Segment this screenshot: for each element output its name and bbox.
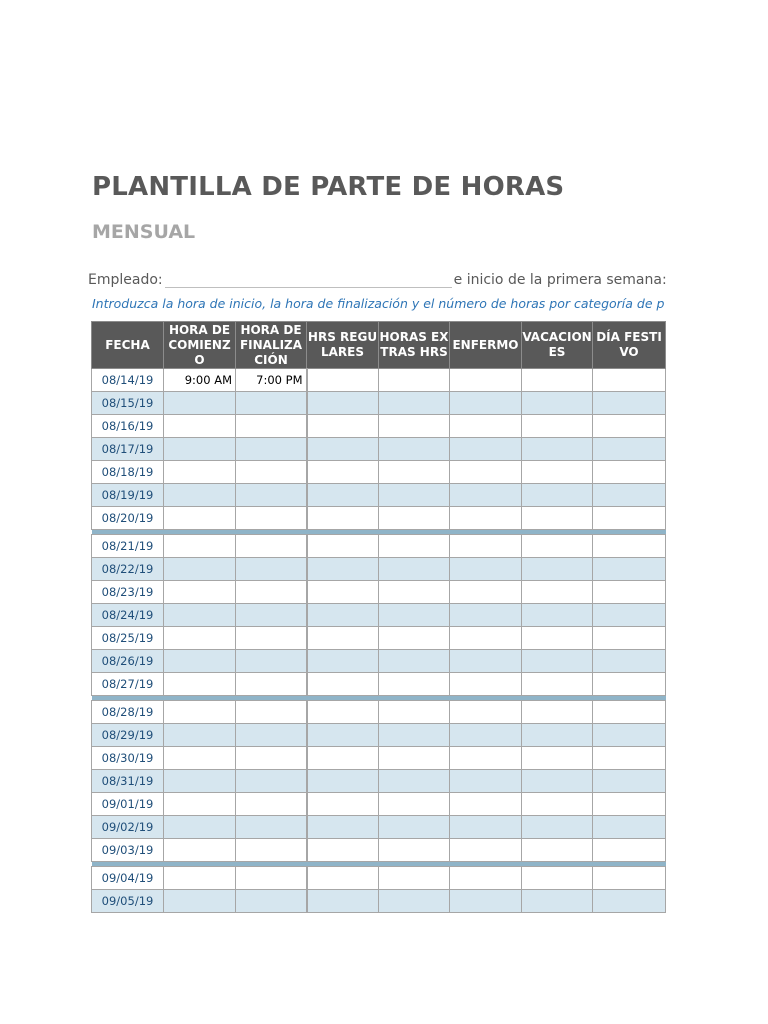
holiday-cell[interactable]: [593, 581, 666, 604]
vacation-cell[interactable]: [522, 867, 593, 890]
table-row: [92, 816, 666, 839]
sick-cell[interactable]: [450, 392, 522, 415]
table-row: [92, 627, 666, 650]
vacation-cell[interactable]: [522, 650, 593, 673]
end-time-cell[interactable]: [236, 673, 307, 696]
header-fecha: FECHA: [92, 322, 164, 369]
fecha-cell: 08/23/19: [92, 581, 164, 604]
end-time-cell[interactable]: [236, 535, 307, 558]
holiday-cell[interactable]: [593, 392, 666, 415]
end-time-cell[interactable]: [236, 816, 307, 839]
table-row: [92, 535, 666, 558]
fecha-cell: 08/22/19: [92, 558, 164, 581]
start-time-cell[interactable]: [164, 627, 236, 650]
holiday-cell[interactable]: [593, 415, 666, 438]
vacation-cell[interactable]: [522, 724, 593, 747]
end-time-cell[interactable]: [236, 839, 307, 862]
start-time-cell[interactable]: [164, 650, 236, 673]
start-time-cell[interactable]: [164, 484, 236, 507]
end-time-cell[interactable]: [236, 392, 307, 415]
regular-hours-cell[interactable]: [307, 581, 379, 604]
fecha-cell: 08/26/19: [92, 650, 164, 673]
regular-hours-cell[interactable]: [307, 793, 379, 816]
fecha-cell: 08/16/19: [92, 415, 164, 438]
sick-cell[interactable]: [450, 438, 522, 461]
table-row: [92, 581, 666, 604]
start-time-cell[interactable]: [164, 867, 236, 890]
start-time-cell[interactable]: [164, 724, 236, 747]
vacation-cell[interactable]: [522, 793, 593, 816]
sick-cell[interactable]: [450, 867, 522, 890]
start-time-cell[interactable]: [164, 890, 236, 913]
regular-hours-cell[interactable]: [307, 701, 379, 724]
vacation-cell[interactable]: [522, 816, 593, 839]
header-hora-comienzo: HORA DE COMIENZO: [164, 322, 236, 369]
sick-cell[interactable]: [450, 839, 522, 862]
overtime-cell[interactable]: [379, 438, 450, 461]
fecha-cell: 09/04/19: [92, 867, 164, 890]
vacation-cell[interactable]: [522, 415, 593, 438]
regular-hours-cell[interactable]: [307, 369, 379, 392]
header-hrs-regulares: HRS REGULARES: [307, 322, 379, 369]
table-body: [92, 369, 666, 913]
fecha-cell: 08/17/19: [92, 438, 164, 461]
start-time-cell[interactable]: [164, 535, 236, 558]
table-row: [92, 701, 666, 724]
regular-hours-cell[interactable]: [307, 839, 379, 862]
start-time-cell[interactable]: [164, 673, 236, 696]
sick-cell[interactable]: [450, 747, 522, 770]
start-time-cell[interactable]: [164, 392, 236, 415]
vacation-cell[interactable]: [522, 461, 593, 484]
overtime-cell[interactable]: [379, 484, 450, 507]
holiday-cell[interactable]: [593, 890, 666, 913]
end-time-cell[interactable]: [236, 770, 307, 793]
vacation-cell[interactable]: [522, 747, 593, 770]
fecha-cell: 08/21/19: [92, 535, 164, 558]
sick-cell[interactable]: [450, 507, 522, 530]
table-row: [92, 793, 666, 816]
end-time-cell[interactable]: [236, 747, 307, 770]
header-vacaciones: VACACIONES: [522, 322, 593, 369]
vacation-cell[interactable]: [522, 392, 593, 415]
sick-cell[interactable]: [450, 724, 522, 747]
vacation-cell[interactable]: [522, 581, 593, 604]
vacation-cell[interactable]: [522, 484, 593, 507]
vacation-cell[interactable]: [522, 770, 593, 793]
end-time-cell[interactable]: [236, 484, 307, 507]
sick-cell[interactable]: [450, 558, 522, 581]
table-row: [92, 839, 666, 862]
end-time-cell[interactable]: [236, 558, 307, 581]
start-time-cell[interactable]: [164, 558, 236, 581]
vacation-cell[interactable]: [522, 839, 593, 862]
overtime-cell[interactable]: [379, 558, 450, 581]
vacation-cell[interactable]: [522, 890, 593, 913]
holiday-cell[interactable]: [593, 535, 666, 558]
holiday-cell[interactable]: [593, 673, 666, 696]
start-time-cell[interactable]: [164, 770, 236, 793]
vacation-cell[interactable]: [522, 604, 593, 627]
start-time-cell[interactable]: [164, 461, 236, 484]
holiday-cell[interactable]: [593, 701, 666, 724]
sick-cell[interactable]: [450, 415, 522, 438]
regular-hours-cell[interactable]: [307, 673, 379, 696]
sick-cell[interactable]: [450, 604, 522, 627]
overtime-cell[interactable]: [379, 890, 450, 913]
header-horas-extras: HORAS EXTRAS HRS: [379, 322, 450, 369]
overtime-cell[interactable]: [379, 650, 450, 673]
regular-hours-cell[interactable]: [307, 627, 379, 650]
overtime-cell[interactable]: [379, 770, 450, 793]
regular-hours-cell[interactable]: [307, 558, 379, 581]
vacation-cell[interactable]: [522, 438, 593, 461]
vacation-cell[interactable]: [522, 701, 593, 724]
start-time-cell[interactable]: [164, 581, 236, 604]
end-time-cell[interactable]: [236, 867, 307, 890]
regular-hours-cell[interactable]: [307, 816, 379, 839]
overtime-cell[interactable]: [379, 701, 450, 724]
fecha-cell: 08/20/19: [92, 507, 164, 530]
holiday-cell[interactable]: [593, 724, 666, 747]
table-row: [92, 747, 666, 770]
vacation-cell[interactable]: [522, 627, 593, 650]
header-enfermo: ENFERMO: [450, 322, 522, 369]
regular-hours-cell[interactable]: [307, 770, 379, 793]
start-time-cell[interactable]: [164, 701, 236, 724]
overtime-cell[interactable]: [379, 793, 450, 816]
fecha-cell: 09/01/19: [92, 793, 164, 816]
start-time-cell[interactable]: [164, 507, 236, 530]
vacation-cell[interactable]: [522, 558, 593, 581]
holiday-cell[interactable]: [593, 438, 666, 461]
end-time-cell[interactable]: [236, 415, 307, 438]
end-time-cell[interactable]: [236, 604, 307, 627]
fecha-cell: 09/03/19: [92, 839, 164, 862]
fecha-cell: 08/14/19: [92, 369, 164, 392]
vacation-cell[interactable]: [522, 673, 593, 696]
table-row: [92, 890, 666, 913]
overtime-cell[interactable]: [379, 673, 450, 696]
regular-hours-cell[interactable]: [307, 438, 379, 461]
table-row: [92, 392, 666, 415]
fecha-cell: 08/30/19: [92, 747, 164, 770]
sick-cell[interactable]: [450, 816, 522, 839]
table-row: [92, 507, 666, 530]
overtime-cell[interactable]: [379, 627, 450, 650]
regular-hours-cell[interactable]: [307, 747, 379, 770]
table-row: [92, 867, 666, 890]
table-row: [92, 369, 666, 392]
table-row: [92, 438, 666, 461]
table-row: [92, 484, 666, 507]
sick-cell[interactable]: [450, 770, 522, 793]
overtime-cell[interactable]: [379, 392, 450, 415]
sick-cell[interactable]: [450, 369, 522, 392]
holiday-cell[interactable]: [593, 793, 666, 816]
fecha-cell: 08/27/19: [92, 673, 164, 696]
table-row: [92, 650, 666, 673]
fecha-cell: 09/02/19: [92, 816, 164, 839]
overtime-cell[interactable]: [379, 724, 450, 747]
fecha-cell: 08/18/19: [92, 461, 164, 484]
page-subtitle: MENSUAL: [92, 221, 196, 243]
end-time-cell[interactable]: [236, 581, 307, 604]
sick-cell[interactable]: [450, 535, 522, 558]
sick-cell[interactable]: [450, 793, 522, 816]
start-time-cell[interactable]: [164, 604, 236, 627]
regular-hours-cell[interactable]: [307, 650, 379, 673]
sick-cell[interactable]: [450, 461, 522, 484]
fecha-cell: 08/29/19: [92, 724, 164, 747]
end-time-cell[interactable]: [236, 627, 307, 650]
table-row: [92, 558, 666, 581]
overtime-cell[interactable]: [379, 839, 450, 862]
holiday-cell[interactable]: [593, 839, 666, 862]
start-time-cell[interactable]: [164, 747, 236, 770]
sick-cell[interactable]: [450, 890, 522, 913]
overtime-cell[interactable]: [379, 535, 450, 558]
sick-cell[interactable]: [450, 627, 522, 650]
regular-hours-cell[interactable]: [307, 535, 379, 558]
vacation-cell[interactable]: [522, 507, 593, 530]
header-hora-finalizacion: HORA DE FINALIZACIÓN: [236, 322, 307, 369]
regular-hours-cell[interactable]: [307, 724, 379, 747]
table-header-row: [92, 322, 666, 369]
overtime-cell[interactable]: [379, 604, 450, 627]
regular-hours-cell[interactable]: [307, 461, 379, 484]
regular-hours-cell[interactable]: [307, 890, 379, 913]
regular-hours-cell[interactable]: [307, 867, 379, 890]
holiday-cell[interactable]: [593, 604, 666, 627]
overtime-cell[interactable]: [379, 461, 450, 484]
page-title: PLANTILLA DE PARTE DE HORAS: [92, 172, 565, 202]
sick-cell[interactable]: [450, 650, 522, 673]
end-time-cell[interactable]: [236, 507, 307, 530]
table-row: [92, 770, 666, 793]
end-time-cell[interactable]: [236, 461, 307, 484]
table-row: [92, 415, 666, 438]
instruction-text: Introduzca la hora de inicio, la hora de finalización y el número de horas por categoría de p: [92, 296, 665, 311]
overtime-cell[interactable]: [379, 507, 450, 530]
overtime-cell[interactable]: [379, 415, 450, 438]
holiday-cell[interactable]: [593, 507, 666, 530]
table-row: [92, 604, 666, 627]
regular-hours-cell[interactable]: [307, 604, 379, 627]
start-time-cell[interactable]: [164, 816, 236, 839]
fecha-cell: 08/19/19: [92, 484, 164, 507]
start-time-cell[interactable]: [164, 839, 236, 862]
holiday-cell[interactable]: [593, 747, 666, 770]
fecha-cell: 08/31/19: [92, 770, 164, 793]
overtime-cell[interactable]: [379, 747, 450, 770]
end-time-cell[interactable]: [236, 793, 307, 816]
overtime-cell[interactable]: [379, 581, 450, 604]
regular-hours-cell[interactable]: [307, 484, 379, 507]
start-time-cell[interactable]: [164, 415, 236, 438]
holiday-cell[interactable]: [593, 627, 666, 650]
week-start-label: e inicio de la primera semana:: [453, 272, 667, 288]
holiday-cell[interactable]: [593, 461, 666, 484]
holiday-cell[interactable]: [593, 369, 666, 392]
timesheet-table: [91, 321, 666, 913]
end-time-cell[interactable]: 7:00 PM: [236, 369, 307, 392]
fecha-cell: 08/15/19: [92, 392, 164, 415]
holiday-cell[interactable]: [593, 770, 666, 793]
regular-hours-cell[interactable]: [307, 507, 379, 530]
start-time-cell[interactable]: 9:00 AM: [164, 369, 236, 392]
regular-hours-cell[interactable]: [307, 392, 379, 415]
holiday-cell[interactable]: [593, 558, 666, 581]
fecha-cell: 09/05/19: [92, 890, 164, 913]
end-time-cell[interactable]: [236, 890, 307, 913]
fecha-cell: 08/28/19: [92, 701, 164, 724]
holiday-cell[interactable]: [593, 816, 666, 839]
table-row: [92, 673, 666, 696]
vacation-cell[interactable]: [522, 535, 593, 558]
fecha-cell: 08/24/19: [92, 604, 164, 627]
employee-field[interactable]: [165, 269, 452, 288]
holiday-cell[interactable]: [593, 484, 666, 507]
overtime-cell[interactable]: [379, 369, 450, 392]
table-row: [92, 724, 666, 747]
end-time-cell[interactable]: [236, 438, 307, 461]
sick-cell[interactable]: [450, 484, 522, 507]
end-time-cell[interactable]: [236, 701, 307, 724]
sick-cell[interactable]: [450, 581, 522, 604]
holiday-cell[interactable]: [593, 867, 666, 890]
header-dia-festivo: DÍA FESTIVO: [593, 322, 666, 369]
overtime-cell[interactable]: [379, 816, 450, 839]
fecha-cell: 08/25/19: [92, 627, 164, 650]
vacation-cell[interactable]: [522, 369, 593, 392]
overtime-cell[interactable]: [379, 867, 450, 890]
sick-cell[interactable]: [450, 701, 522, 724]
regular-hours-cell[interactable]: [307, 415, 379, 438]
start-time-cell[interactable]: [164, 793, 236, 816]
holiday-cell[interactable]: [593, 650, 666, 673]
employee-label: Empleado:: [88, 272, 163, 288]
table-row: [92, 461, 666, 484]
start-time-cell[interactable]: [164, 438, 236, 461]
end-time-cell[interactable]: [236, 650, 307, 673]
employee-row: [88, 269, 667, 288]
end-time-cell[interactable]: [236, 724, 307, 747]
sick-cell[interactable]: [450, 673, 522, 696]
